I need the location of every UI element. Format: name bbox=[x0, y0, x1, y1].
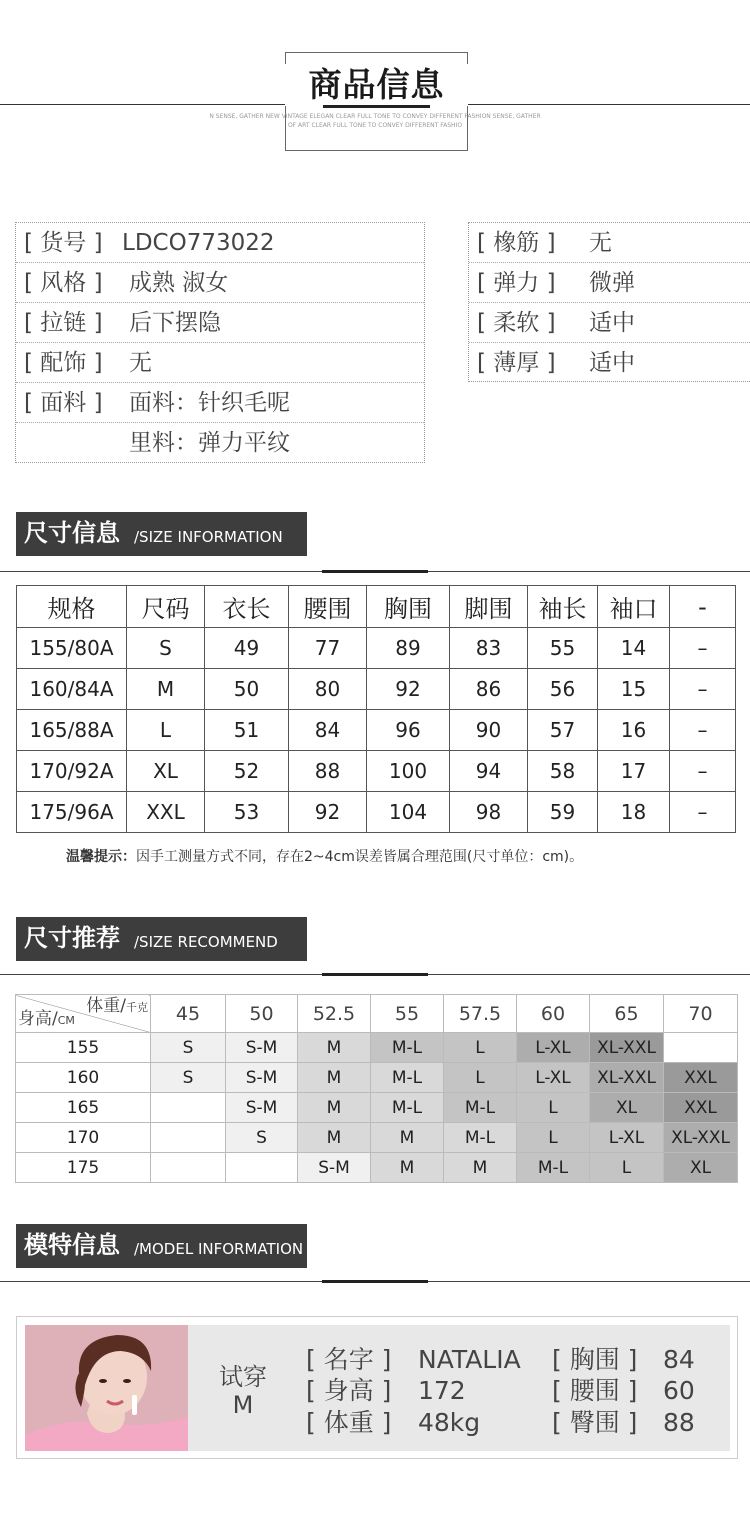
recommend-size-cell: S bbox=[226, 1123, 298, 1153]
table-cell: 15 bbox=[598, 669, 670, 710]
attr-row bbox=[469, 223, 750, 263]
weight-header: 50 bbox=[226, 995, 298, 1033]
weight-header: 45 bbox=[151, 995, 226, 1033]
table-cell: 155/80A bbox=[17, 628, 127, 669]
section-title-cn: 尺寸信息 bbox=[24, 519, 120, 547]
recommend-size-cell: M-L bbox=[444, 1093, 517, 1123]
recommend-size-cell: L bbox=[444, 1063, 517, 1093]
attr-row bbox=[469, 263, 750, 303]
table-cell: 170/92A bbox=[17, 751, 127, 792]
recommend-size-cell bbox=[151, 1093, 226, 1123]
recommend-size-cell: M bbox=[298, 1033, 371, 1063]
recommend-size-cell: XL bbox=[664, 1153, 738, 1183]
attr-label: [ 薄厚 ] bbox=[477, 350, 556, 376]
page-title: 商品信息 bbox=[285, 64, 468, 106]
recommend-size-cell: XL bbox=[590, 1093, 664, 1123]
weight-header: 55 bbox=[371, 995, 444, 1033]
recommend-size-cell: M bbox=[298, 1063, 371, 1093]
section-rule-accent bbox=[322, 570, 428, 573]
section-title-en: /MODEL INFORMATION bbox=[134, 1240, 304, 1258]
section-header-size-recommend bbox=[16, 917, 307, 961]
attr-label: [ 弹力 ] bbox=[477, 270, 556, 296]
header-subtitle-line2: OF ART CLEAR FULL TONE TO CONVEY DIFFERENT FASHIO bbox=[287, 122, 463, 129]
attr-value: 后下摆隐 bbox=[129, 310, 221, 336]
column-header: 衣长 bbox=[205, 586, 289, 628]
table-cell: 96 bbox=[367, 710, 450, 751]
recommend-size-cell: S-M bbox=[298, 1153, 371, 1183]
table-row bbox=[17, 628, 736, 669]
recommend-size-cell: S-M bbox=[226, 1063, 298, 1093]
recommend-size-cell: M bbox=[371, 1153, 444, 1183]
table-cell: 49 bbox=[205, 628, 289, 669]
table-cell: 175/96A bbox=[17, 792, 127, 833]
recommend-size-cell: XL-XXL bbox=[590, 1063, 664, 1093]
attr-label: [ 货号 ] bbox=[24, 230, 103, 256]
table-cell: XXL bbox=[127, 792, 205, 833]
model-name: NATALIA bbox=[418, 1345, 521, 1374]
table-row bbox=[16, 1093, 738, 1123]
attr-label: [ 拉链 ] bbox=[24, 310, 103, 336]
tip-label: 温馨提示： bbox=[66, 849, 136, 865]
attr-row bbox=[16, 223, 424, 263]
column-header: 胸围 bbox=[367, 586, 450, 628]
table-cell: 84 bbox=[289, 710, 367, 751]
recommend-size-cell bbox=[151, 1123, 226, 1153]
table-cell: 50 bbox=[205, 669, 289, 710]
table-row bbox=[17, 792, 736, 833]
model-photo bbox=[25, 1325, 188, 1451]
attr-row bbox=[16, 263, 424, 303]
section-rule-accent bbox=[322, 973, 428, 976]
table-cell: – bbox=[670, 628, 736, 669]
recommend-size-cell: L bbox=[517, 1123, 590, 1153]
table-row bbox=[16, 1123, 738, 1153]
height-cell: 165 bbox=[16, 1093, 151, 1123]
weight-header: 60 bbox=[517, 995, 590, 1033]
table-cell: 58 bbox=[528, 751, 598, 792]
attr-label: [ 配饰 ] bbox=[24, 350, 103, 376]
size-table-header-row bbox=[17, 586, 736, 628]
table-cell: S bbox=[127, 628, 205, 669]
recommend-size-cell: L-XL bbox=[590, 1123, 664, 1153]
try-on-label bbox=[218, 1363, 268, 1419]
attr-value: LDCO773022 bbox=[122, 230, 275, 256]
recommend-size-cell: L bbox=[517, 1093, 590, 1123]
model-height: 172 bbox=[418, 1376, 466, 1405]
attr-label: [ 面料 ] bbox=[24, 390, 103, 416]
table-cell: 88 bbox=[289, 751, 367, 792]
recommend-size-cell: M-L bbox=[517, 1153, 590, 1183]
table-cell: 86 bbox=[450, 669, 528, 710]
attr-value: 无 bbox=[589, 230, 612, 256]
attr-value: 无 bbox=[129, 350, 152, 376]
size-table bbox=[16, 585, 736, 833]
table-cell: 51 bbox=[205, 710, 289, 751]
header-subtitle-line1: N SENSE, GATHER NEW VINTAGE ELEGAN CLEAR FULL TONE TO CONVEY DIFFERENT FASHION SENSE, GATHER bbox=[209, 113, 541, 120]
section-title-cn: 模特信息 bbox=[24, 1231, 120, 1259]
table-cell: 90 bbox=[450, 710, 528, 751]
recommend-size-cell: M-L bbox=[371, 1093, 444, 1123]
recommend-size-cell: S bbox=[151, 1033, 226, 1063]
column-header: 袖长 bbox=[528, 586, 598, 628]
recommend-size-cell: M-L bbox=[371, 1033, 444, 1063]
try-on-size: M bbox=[232, 1391, 254, 1419]
height-cell: 175 bbox=[16, 1153, 151, 1183]
table-cell: 160/84A bbox=[17, 669, 127, 710]
table-cell: 89 bbox=[367, 628, 450, 669]
table-cell: L bbox=[127, 710, 205, 751]
title-underline bbox=[323, 105, 430, 108]
table-cell: 52 bbox=[205, 751, 289, 792]
recommend-size-cell: XL-XXL bbox=[664, 1123, 738, 1153]
recommend-size-cell: L-XL bbox=[517, 1033, 590, 1063]
table-cell: 92 bbox=[289, 792, 367, 833]
attr-row bbox=[16, 423, 424, 463]
attr-value: 适中 bbox=[589, 310, 635, 336]
measurement-tip bbox=[66, 846, 583, 866]
attr-value: 适中 bbox=[589, 350, 635, 376]
attr-row bbox=[16, 303, 424, 343]
attr-value: 面料：针织毛呢 bbox=[129, 390, 290, 416]
size-recommend-table bbox=[15, 994, 738, 1183]
recommend-size-cell: M-L bbox=[444, 1123, 517, 1153]
table-corner-cell bbox=[16, 995, 151, 1033]
table-cell: – bbox=[670, 751, 736, 792]
weight-header: 57.5 bbox=[444, 995, 517, 1033]
attr-value: 微弹 bbox=[589, 270, 635, 296]
weight-header: 52.5 bbox=[298, 995, 371, 1033]
section-rule-accent bbox=[322, 1280, 428, 1283]
section-header-model-info bbox=[16, 1224, 307, 1268]
model-weight: 48kg bbox=[418, 1408, 481, 1437]
section-title-en: /SIZE RECOMMEND bbox=[134, 933, 278, 951]
height-cell: 170 bbox=[16, 1123, 151, 1153]
model-bust-label: [ 胸围 ] bbox=[552, 1345, 638, 1374]
try-on-text: 试穿 bbox=[219, 1363, 267, 1391]
section-title-en: /SIZE INFORMATION bbox=[134, 528, 283, 546]
table-row bbox=[16, 1063, 738, 1093]
recommend-size-cell: M bbox=[298, 1123, 371, 1153]
table-row bbox=[16, 1153, 738, 1183]
model-name-label: [ 名字 ] bbox=[306, 1345, 392, 1374]
recommend-size-cell bbox=[226, 1153, 298, 1183]
model-weight-label: [ 体重 ] bbox=[306, 1408, 392, 1437]
attr-label: [ 橡筋 ] bbox=[477, 230, 556, 256]
table-cell: – bbox=[670, 710, 736, 751]
column-header: 脚围 bbox=[450, 586, 528, 628]
weight-axis-label: 体重/千克 bbox=[86, 996, 148, 1016]
weight-header: 70 bbox=[664, 995, 738, 1033]
model-hip-label: [ 臀围 ] bbox=[552, 1408, 638, 1437]
recommend-size-cell bbox=[664, 1033, 738, 1063]
recommend-size-cell: XXL bbox=[664, 1093, 738, 1123]
recommend-size-cell: M bbox=[371, 1123, 444, 1153]
table-cell: – bbox=[670, 669, 736, 710]
table-cell: 77 bbox=[289, 628, 367, 669]
table-row bbox=[16, 1033, 738, 1063]
table-cell: 55 bbox=[528, 628, 598, 669]
model-hip: 88 bbox=[663, 1408, 695, 1437]
table-cell: 17 bbox=[598, 751, 670, 792]
attributes-left-box bbox=[15, 222, 425, 463]
table-cell: 16 bbox=[598, 710, 670, 751]
table-cell: 53 bbox=[205, 792, 289, 833]
model-bust: 84 bbox=[663, 1345, 695, 1374]
tip-text: 因手工测量方式不同，存在2~4cm误差皆属合理范围(尺寸单位：cm)。 bbox=[136, 849, 584, 865]
weight-header: 65 bbox=[590, 995, 664, 1033]
attr-label: [ 风格 ] bbox=[24, 270, 103, 296]
table-row bbox=[17, 751, 736, 792]
recommend-size-cell: S-M bbox=[226, 1093, 298, 1123]
table-row bbox=[17, 710, 736, 751]
table-cell: 56 bbox=[528, 669, 598, 710]
table-cell: 94 bbox=[450, 751, 528, 792]
attr-value: 里料：弹力平纹 bbox=[129, 430, 290, 456]
table-cell: 98 bbox=[450, 792, 528, 833]
recommend-header-row bbox=[16, 995, 738, 1033]
table-cell: 83 bbox=[450, 628, 528, 669]
section-title-cn: 尺寸推荐 bbox=[24, 924, 120, 952]
model-height-label: [ 身高 ] bbox=[306, 1376, 392, 1405]
recommend-size-cell: S bbox=[151, 1063, 226, 1093]
column-header: 袖口 bbox=[598, 586, 670, 628]
table-cell: 100 bbox=[367, 751, 450, 792]
recommend-size-cell: M bbox=[444, 1153, 517, 1183]
table-cell: 80 bbox=[289, 669, 367, 710]
table-cell: M bbox=[127, 669, 205, 710]
table-cell: XL bbox=[127, 751, 205, 792]
table-cell: 104 bbox=[367, 792, 450, 833]
recommend-size-cell: L bbox=[444, 1033, 517, 1063]
table-cell: 57 bbox=[528, 710, 598, 751]
table-row bbox=[17, 669, 736, 710]
table-cell: – bbox=[670, 792, 736, 833]
attr-row bbox=[469, 303, 750, 343]
table-cell: 92 bbox=[367, 669, 450, 710]
recommend-size-cell: L-XL bbox=[517, 1063, 590, 1093]
height-cell: 160 bbox=[16, 1063, 151, 1093]
recommend-size-cell: L bbox=[590, 1153, 664, 1183]
recommend-size-cell: M-L bbox=[371, 1063, 444, 1093]
height-cell: 155 bbox=[16, 1033, 151, 1063]
attr-row bbox=[16, 383, 424, 423]
column-header: 腰围 bbox=[289, 586, 367, 628]
attributes-right-box bbox=[468, 222, 750, 382]
table-cell: 59 bbox=[528, 792, 598, 833]
column-header: - bbox=[670, 586, 736, 628]
recommend-size-cell: XXL bbox=[664, 1063, 738, 1093]
table-cell: 165/88A bbox=[17, 710, 127, 751]
attr-row bbox=[469, 343, 750, 383]
recommend-size-cell: M bbox=[298, 1093, 371, 1123]
recommend-size-cell bbox=[151, 1153, 226, 1183]
column-header: 尺码 bbox=[127, 586, 205, 628]
attr-row bbox=[16, 343, 424, 383]
model-waist: 60 bbox=[663, 1376, 695, 1405]
recommend-size-cell: XL-XXL bbox=[590, 1033, 664, 1063]
height-axis-label: 身高/CM bbox=[18, 1009, 75, 1029]
attr-label: [ 柔软 ] bbox=[477, 310, 556, 336]
attr-value: 成熟 淑女 bbox=[129, 270, 229, 296]
model-waist-label: [ 腰围 ] bbox=[552, 1376, 638, 1405]
recommend-size-cell: S-M bbox=[226, 1033, 298, 1063]
table-cell: 18 bbox=[598, 792, 670, 833]
section-header-size-info bbox=[16, 512, 307, 556]
column-header: 规格 bbox=[17, 586, 127, 628]
table-cell: 14 bbox=[598, 628, 670, 669]
